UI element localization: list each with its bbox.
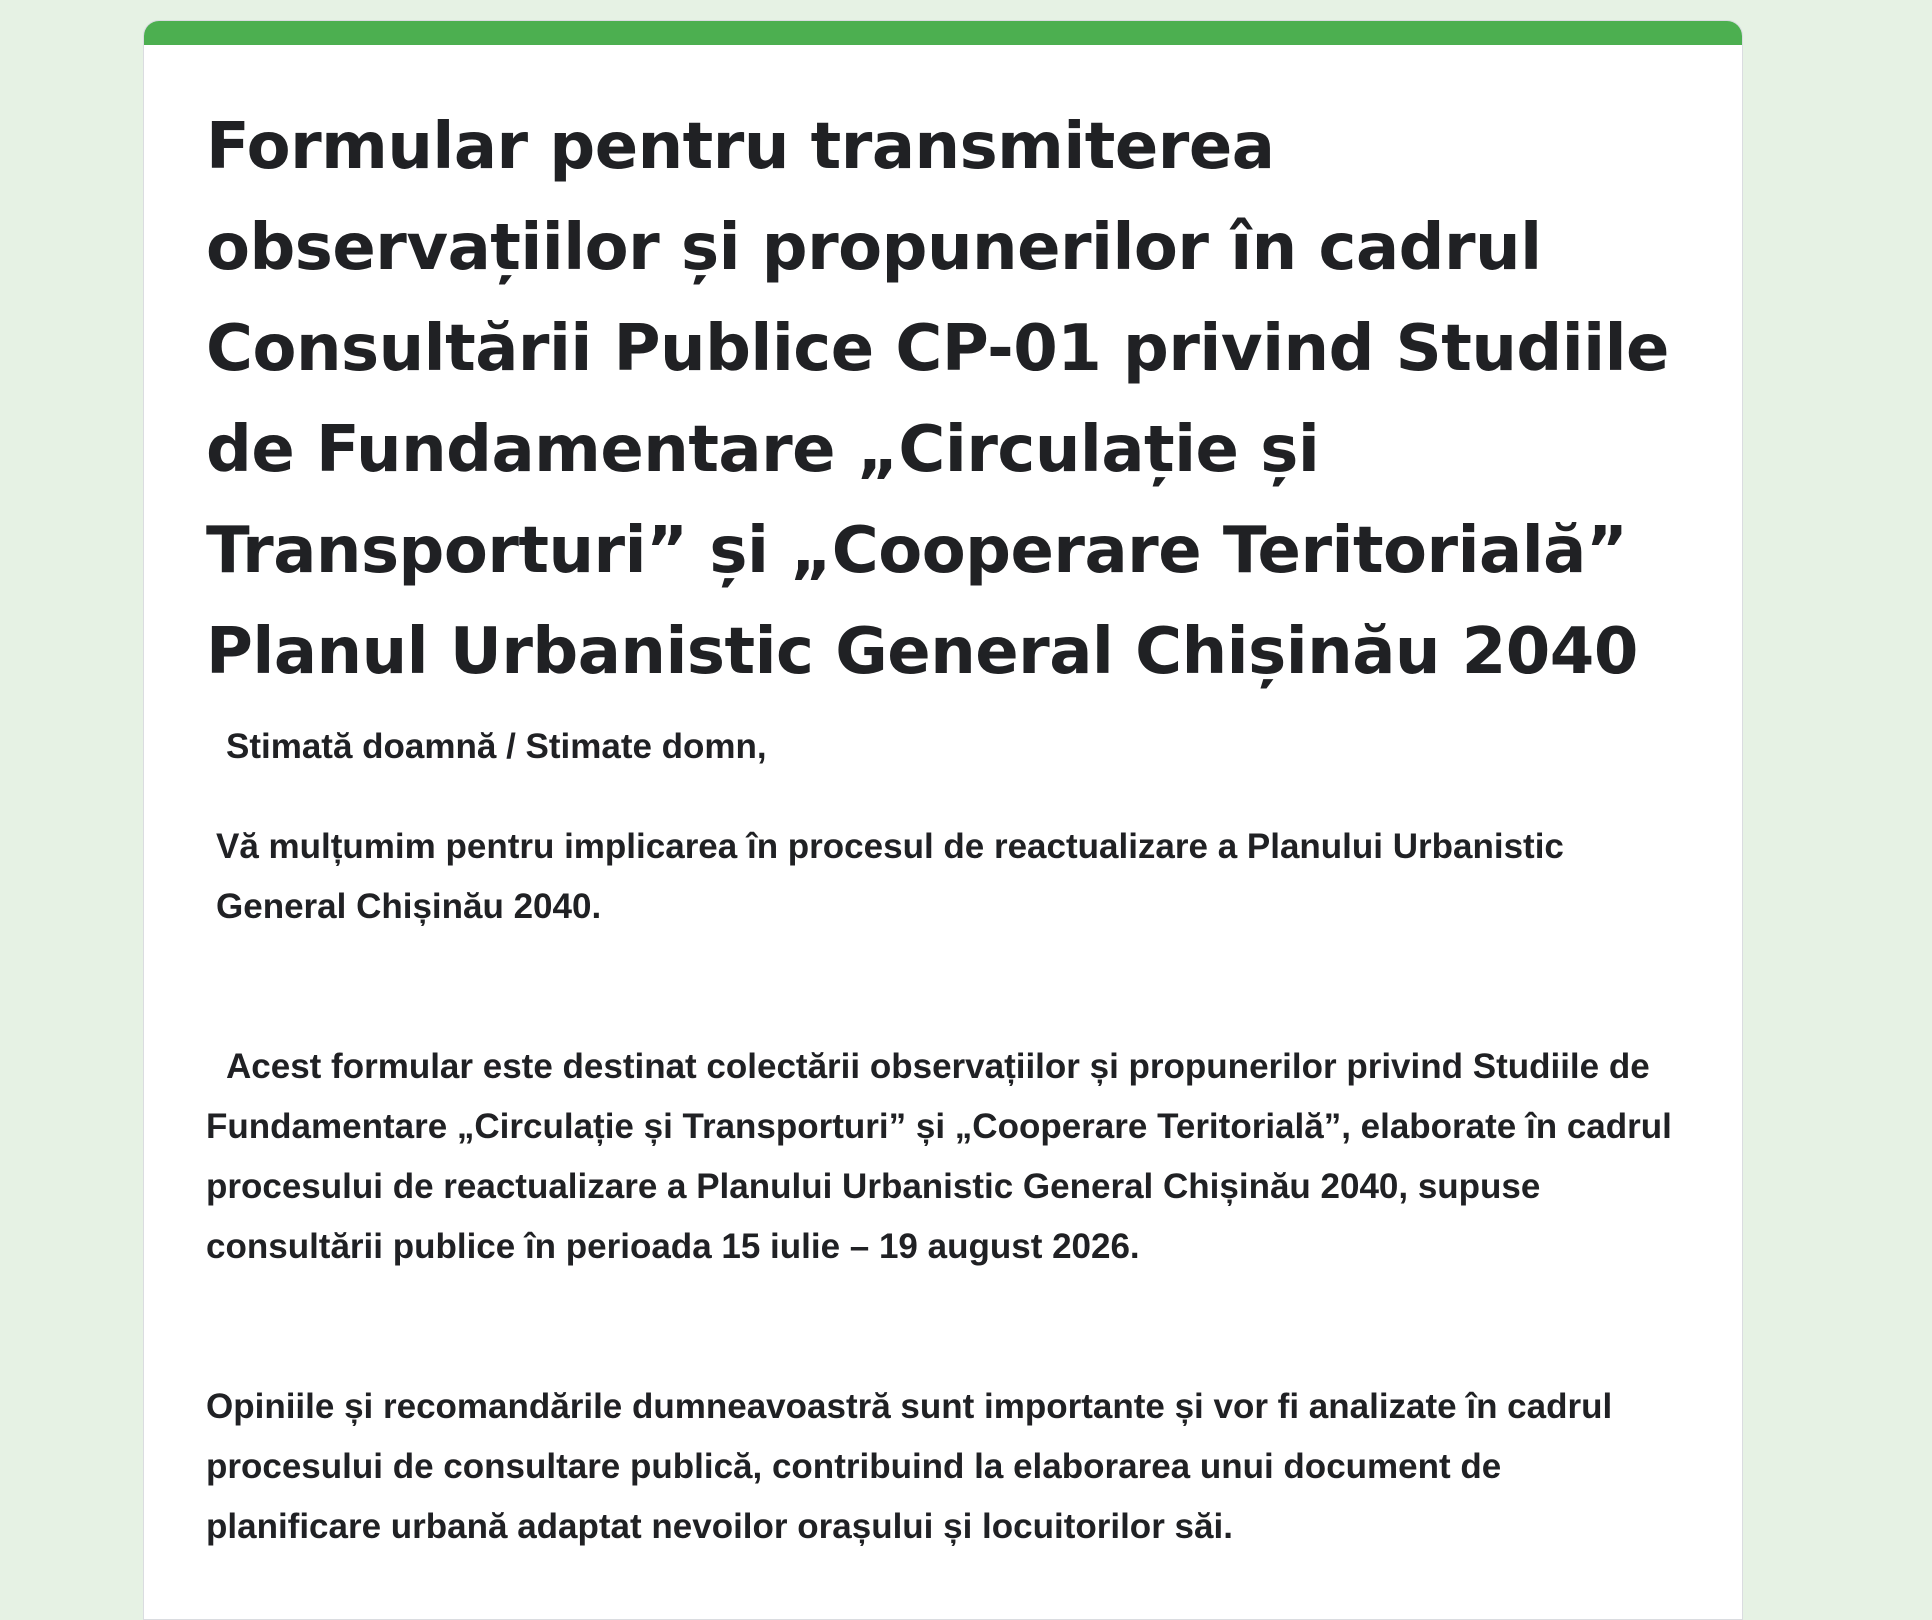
description-thanks: Vă mulțumim pentru implicarea în procesul de reactualizare a Planului Urbanistic General Chișinău 2040.: [216, 827, 1564, 926]
form-header: [144, 45, 1742, 1557]
form-description: [206, 717, 1682, 1557]
description-purpose: [206, 1037, 1682, 1277]
description-purpose-text: Acest formular este destinat colectării observațiilor și propunerilor privind Studiile de Fundamentare „Circulație și Transporturi” și „Cooperare Teritorială”, elaborate în cadrul procesului de reactualizare a Planului Urbanistic General Chișinău 2040, supuse consultării publice în perioada 15 iulie – 19 august 2026.: [206, 1047, 1672, 1266]
form-header-card: [143, 20, 1743, 1620]
description-importance: Opiniile și recomandările dumneavoastră sunt importante și vor fi analizate în cadrul procesului de consultare publică, contribuind la elaborarea unui document de planificare urbană adaptat nevoilor orașului și locuitorilor săi.: [206, 1387, 1613, 1546]
description-greeting: Stimată doamnă / Stimate domn,: [226, 727, 767, 766]
form-title: Formular pentru transmiterea observațiilor și propunerilor în cadrul Consultării Publice CP-01 privind Studiile de Fundamentare „Circulație și Transporturi” și „Cooperare Teritorială” Planul Urbanistic General Chișinău 2040: [206, 110, 1669, 689]
form-accent-bar: [144, 21, 1742, 45]
